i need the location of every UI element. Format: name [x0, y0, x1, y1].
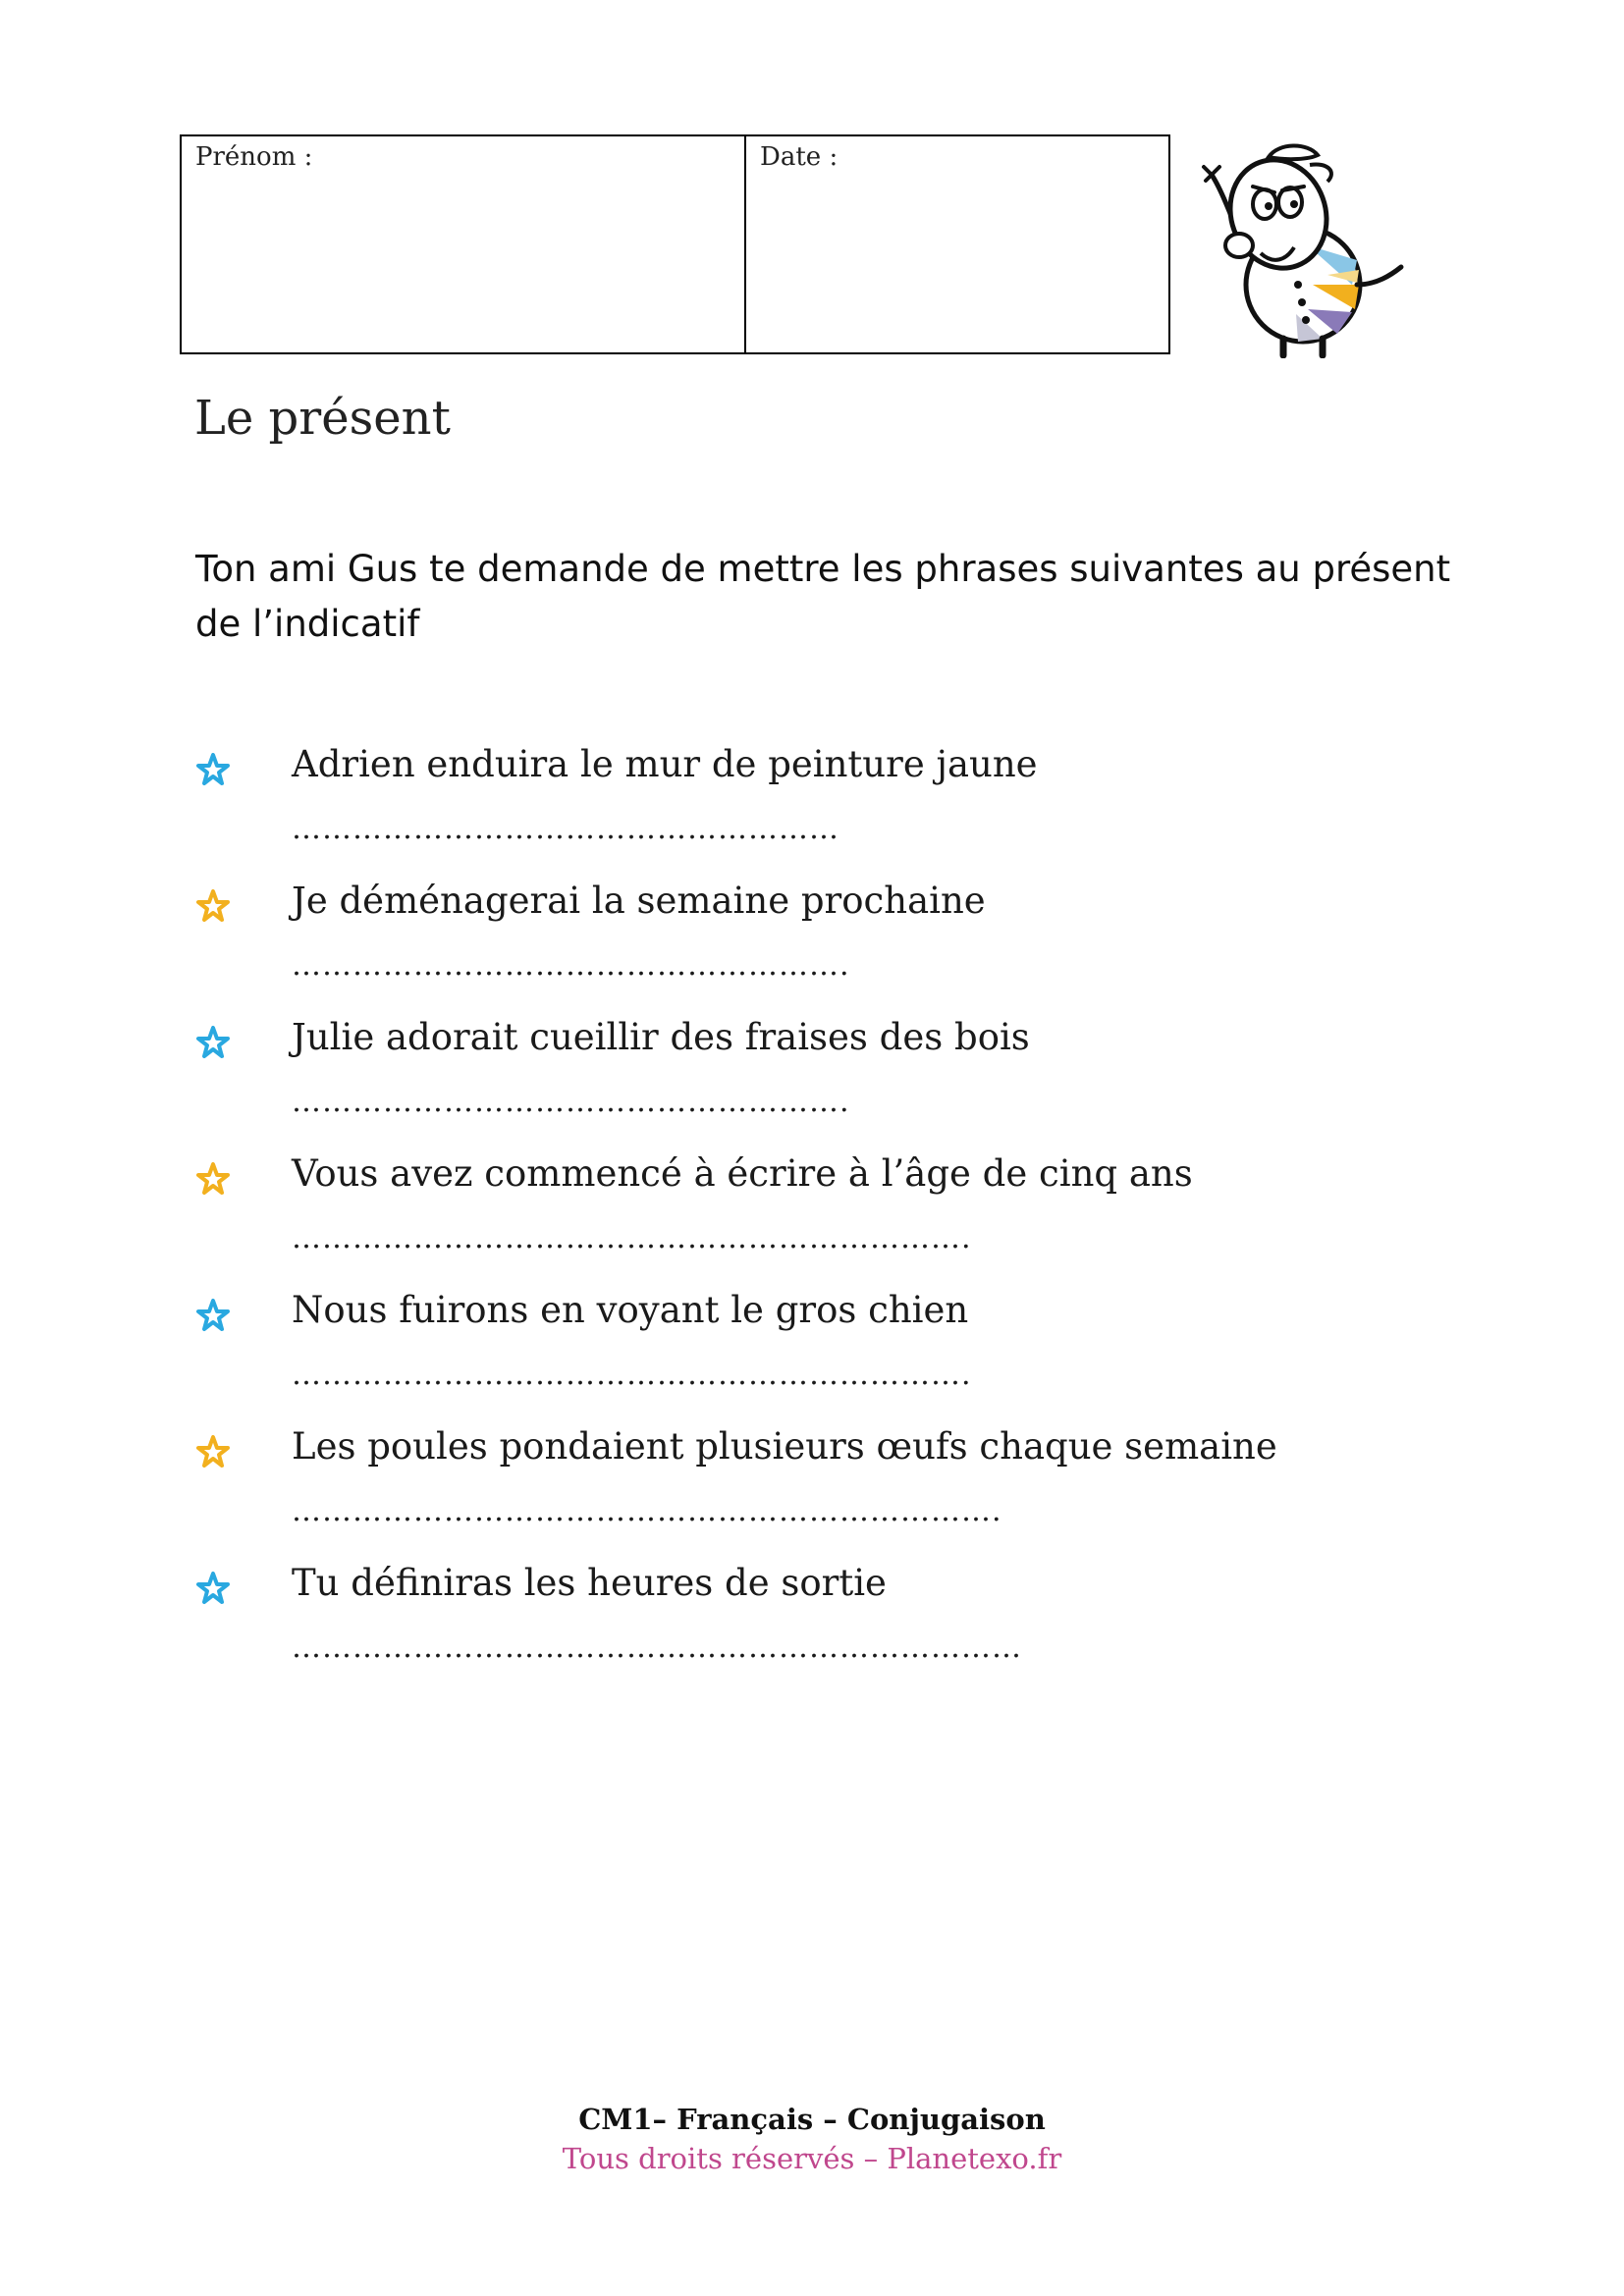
star-icon — [196, 1162, 230, 1196]
star-icon — [196, 1435, 230, 1468]
star-icon — [196, 753, 230, 786]
footer-course: CM1– Français – Conjugaison — [578, 2103, 1046, 2136]
exercise-sentence: Vous avez commencé à écrire à l’âge de cinq ans — [292, 1152, 1193, 1195]
gus-mascot-icon — [1200, 137, 1416, 358]
star-icon — [196, 889, 230, 923]
exercise-sentence: Adrien enduira le mur de peinture jaune — [292, 743, 1038, 785]
answer-line[interactable]: …………………………………………………………. — [292, 1358, 972, 1392]
star-icon — [196, 1299, 230, 1332]
answer-line[interactable]: ……………………………………………………………… — [292, 1630, 1022, 1665]
exercise-sentence: Julie adorait cueillir des fraises des bois — [292, 1016, 1030, 1058]
page-title: Le présent — [194, 391, 451, 446]
date-field[interactable] — [746, 136, 1168, 352]
answer-line[interactable]: ……………………………………………………………. — [292, 1494, 1002, 1528]
prenom-field[interactable] — [182, 136, 746, 352]
star-icon — [196, 1572, 230, 1605]
instruction-text: Ton ami Gus te demande de mettre les phrases suivantes au présent de l’indicatif — [195, 548, 1451, 645]
prenom-label: Prénom : — [195, 142, 313, 172]
exercise-sentence: Les poules pondaient plusieurs œufs chaque semaine — [292, 1425, 1277, 1468]
star-icon — [196, 1026, 230, 1059]
footer-copyright: Tous droits réservés – Planetexo.fr — [562, 2142, 1062, 2175]
answer-line[interactable]: ………………………………………………. — [292, 948, 850, 983]
date-label: Date : — [760, 142, 839, 172]
answer-line[interactable]: ………………………………………………. — [292, 1085, 850, 1119]
exercise-sentence: Je déménagerai la semaine prochaine — [292, 880, 986, 922]
exercise-sentence: Tu définiras les heures de sortie — [292, 1562, 887, 1604]
answer-line[interactable]: …………………………………………………………. — [292, 1221, 972, 1255]
exercise-sentence: Nous fuirons en voyant le gros chien — [292, 1289, 969, 1331]
answer-line[interactable]: ……………………………………………… — [292, 812, 839, 846]
name-date-box — [180, 134, 1170, 354]
